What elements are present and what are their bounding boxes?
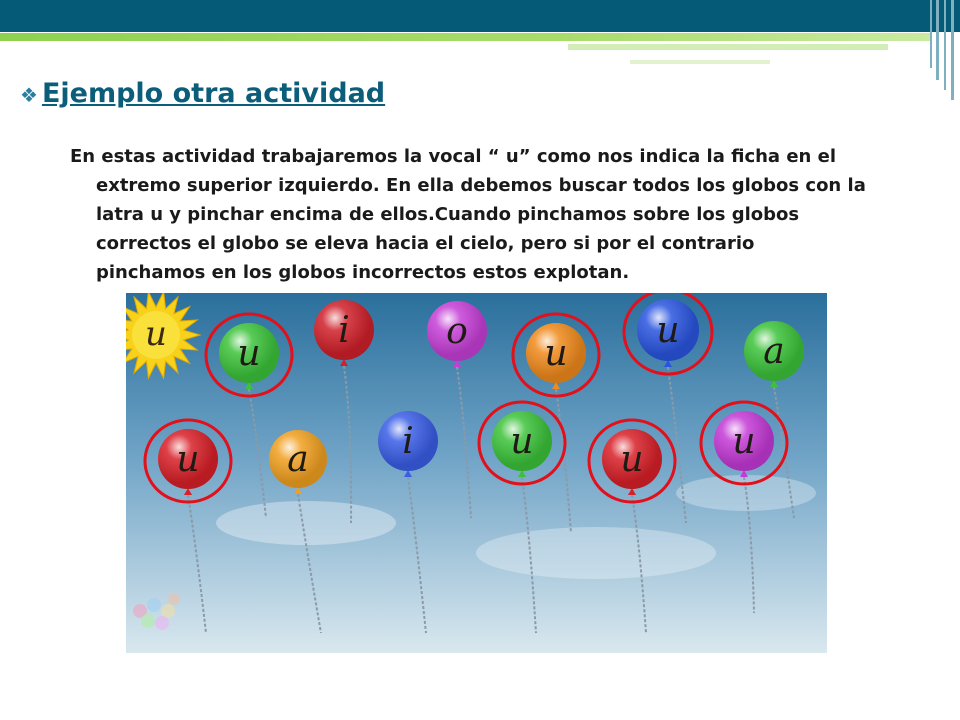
balloon-letter: u [544, 333, 568, 374]
balloon-letter: u [620, 439, 644, 480]
decorative-green-stripe-2 [568, 44, 888, 50]
cloud [476, 527, 716, 579]
decorative-green-stripe [0, 33, 930, 41]
slide-title-text: Ejemplo otra actividad [41, 78, 386, 109]
balloon-activity-svg [126, 293, 827, 653]
balloon-letter: u [237, 333, 261, 374]
description-paragraph: En estas actividad trabajaremos la vocal “ u” como nos indica la ficha en el extremo superior izquierdo. En ella debemos buscar todos los globos con la latra u y pinchar encima de ellos.Cuando pinchamos sobre los globos correctos el globo se eleva hacia el cielo, pero si por el contrario pinchamos en los globos incorrectos estos explotan. [70, 146, 866, 283]
diamond-bullet-icon: ❖ [20, 83, 38, 107]
balloon-letter: u [176, 439, 200, 480]
balloon-letter: a [287, 439, 309, 480]
balloon-letter: i [338, 310, 350, 351]
balloon-letter: u [656, 310, 680, 351]
balloon-letter: i [402, 421, 414, 462]
balloon-letter: a [763, 331, 785, 372]
decorative-right-bars [924, 0, 960, 100]
sun-letter: u [145, 314, 167, 354]
balloon-letter: u [732, 421, 756, 462]
decorative-green-stripe-3 [630, 60, 770, 64]
balloon-letter: o [446, 311, 468, 352]
top-banner-bar [0, 0, 960, 32]
balloon-letter: u [510, 421, 534, 462]
balloon-activity-image [126, 293, 827, 653]
slide-title [20, 78, 385, 109]
